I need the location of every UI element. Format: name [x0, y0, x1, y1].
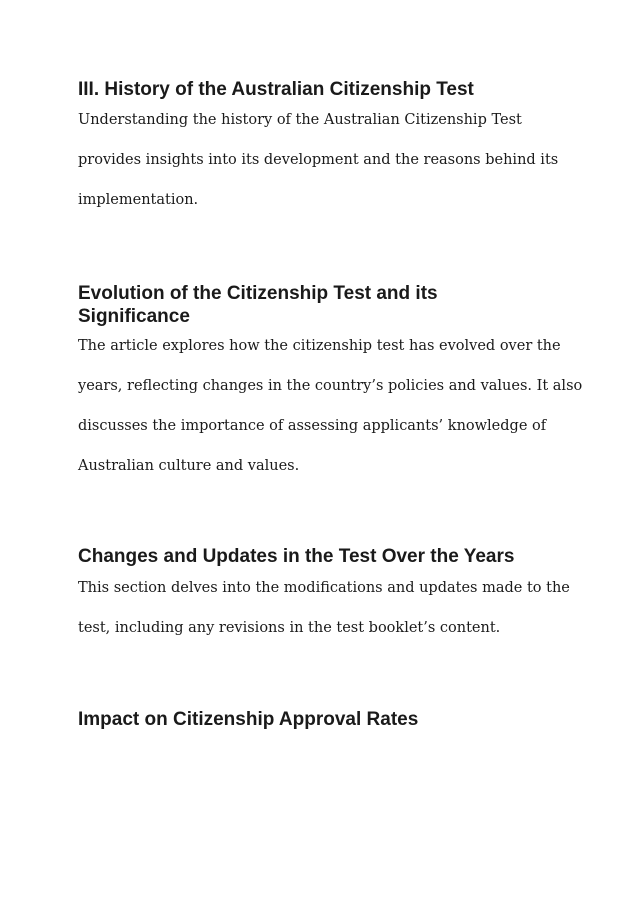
heading-line: Significance — [78, 306, 190, 327]
heading-line: Evolution of the Citizenship Test and its — [78, 283, 438, 304]
paragraph-line: discusses the importance of assessing applicants’ knowledge of — [78, 418, 547, 434]
heading-line: Changes and Updates in the Test Over the Years — [78, 546, 515, 567]
paragraph-line: This section delves into the modifications and updates made to the — [78, 580, 570, 596]
section-heading-impact — [78, 708, 418, 731]
paragraph-line: implementation. — [78, 192, 199, 208]
paragraph-line: Understanding the history of the Australian Citizenship Test — [78, 112, 522, 128]
paragraph-line: provides insights into its development and the reasons behind its — [78, 152, 559, 168]
paragraph-line: test, including any revisions in the test booklet’s content. — [78, 620, 501, 636]
section-heading-history — [78, 78, 474, 101]
paragraph-line: Australian culture and values. — [78, 458, 300, 474]
heading-line: III. History of the Australian Citizenship Test — [78, 79, 474, 100]
paragraph-line: The article explores how the citizenship test has evolved over the — [78, 338, 561, 354]
heading-line: Impact on Citizenship Approval Rates — [78, 709, 419, 730]
section-heading-evolution — [78, 282, 438, 328]
paragraph-line: years, reflecting changes in the country’s policies and values. It also — [78, 378, 583, 394]
section-heading-changes — [78, 545, 514, 568]
